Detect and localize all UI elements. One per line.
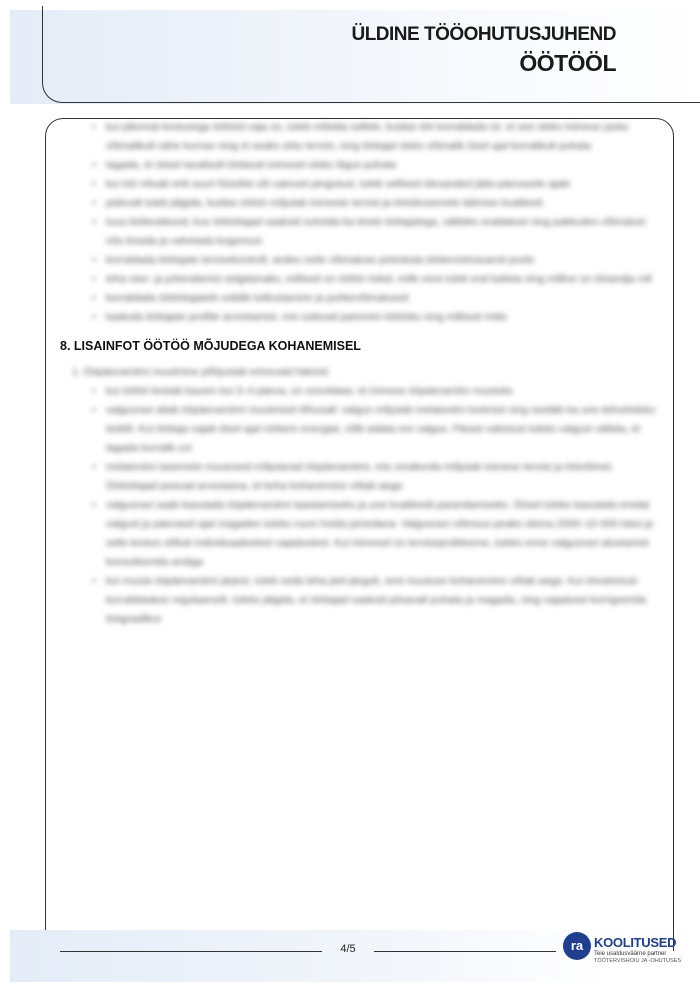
- list-item: • kui öötöö kestab kauem kui 3–4 päeva, on soovitatav, et inimese ööpäevarütm muutuks: [60, 382, 656, 401]
- logo-subtagline: TÖÖTERVISHOIU JA -OHUTUSES: [594, 958, 681, 964]
- section-8-intro: 1. Ööpäevarütmi muutmine põhjustab erinevaid häireid.: [72, 366, 330, 378]
- footer-divider-left: [60, 951, 322, 952]
- list-item: • kui muuta ööpäevarütmi järjest, tuleb seda teha järk-järgult, sest muutuse kohanemine võtab aega. Kui öövahetust korraldatakse regulaarselt, tuleks jälgida, et töötajad saaksid piisavalt puhata ja magada, ning vajadusel korrigeerida töögraafikut: [60, 572, 656, 629]
- logo-mark-icon: ra: [563, 932, 591, 960]
- list-item: • luua töökeskkond, kus öötöötajad saaksid suhelda ka teiste töötajatega, vältides eraldatust ning pakkudes võimalust nõu küsida ja vahetada kogemusi: [60, 213, 656, 251]
- list-item: • pidevalt tuleb jälgida, kuidas öötöö mõjutab inimeste tervist ja tööülesannete täitmise kvaliteeti: [60, 194, 656, 213]
- title-line-2: ÖÖTÖÖL: [519, 50, 616, 76]
- section-8-list: [60, 382, 656, 629]
- page-number: 4/5: [340, 943, 356, 955]
- section-8-heading: 8. LISAINFOT ÖÖTÖÖ MÕJUDEGA KOHANEMISEL: [60, 339, 361, 353]
- list-item: • kui töö nõuab eriti suurt füüsilist või vaimset pingutust, tuleb sellised ülesanded jätta päevasele ajale: [60, 175, 656, 194]
- list-item: • kui pikemat kestusega öötööd vaja on, tuleb mõelda sellele, kuidas töö korraldada nii, et see oleks inimese jaoks võimalikult vähe kurnav ning ei seaks ohtu tervist, ning töötajal oleks võimalik öisel ajal korralikult puhata: [60, 118, 656, 156]
- footer-band: [10, 930, 610, 982]
- company-logo: [563, 932, 681, 968]
- document-title: [351, 24, 616, 76]
- list-item: • kaaluda töötajate profiile arvestamist, mis sobivad paremini öötööks ning millised mitte: [60, 308, 656, 327]
- list-item: • korraldada öötöötajatele sobilik toitlustamine ja puhkevõimalused: [60, 289, 656, 308]
- section-1-list: [60, 118, 656, 327]
- list-item: • melatoniini tasemete muutused mõjutavad ööpäevarütmi, mis omakorda mõjutab inimese tervist ja töövõimet. Öötöötajad peavad arvestama, et keha kohanemine võtab aega: [60, 458, 656, 496]
- logo-tagline: Teie usaldusväärne partner: [594, 951, 667, 957]
- list-item: • korraldada töötajate tervisekontroll, andes neile võimaluse pöörduda töötervishoiuarsti poole: [60, 251, 656, 270]
- footer-divider-right: [374, 951, 556, 952]
- logo-name: KOOLITUSED: [594, 935, 677, 950]
- list-item: • valgusravi saab kasutada ööpäevarütmi taastamiseks ja une kvaliteedi parandamiseks. Öösel tuleks kasutada eredat valgust ja päevasel ajal magades tuleks ruum hoida pimedana. Valgusravi võimsus peaks olema 2500–10 000 luksi ja selle kestus sõltub individuaalsetest vajadustest. Kui inimesel on terviseprobleeme, tuleks enne valgusravi alustamist konsulteerida arstiga: [60, 496, 656, 572]
- list-item: • valgusravi aitab ööpäevarütmi muutmisel tõhusalt: valgus mõjutab melatoniini tootmist ning seeläbi ka une-ärkveloleku tsüklit. Kui töötaja vajab öisel ajal rohkem energiat, võib aidata ere valgus. Pärast vahetust tuleks valgust vältida, et tagada korralik uni: [60, 401, 656, 458]
- page-content: [60, 118, 656, 629]
- list-item: • teha sise- ja juhendamisi selgitamaks, millised on öötöö riskid, mille eest tuleb end kaitsta ning milline on tööandja roll: [60, 270, 656, 289]
- title-line-1: ÜLDINE TÖÖOHUTUSJUHEND: [351, 24, 616, 45]
- list-item: • tagada, et öösel tavaliselt töötaval inimesel oleks õigus puhata: [60, 156, 656, 175]
